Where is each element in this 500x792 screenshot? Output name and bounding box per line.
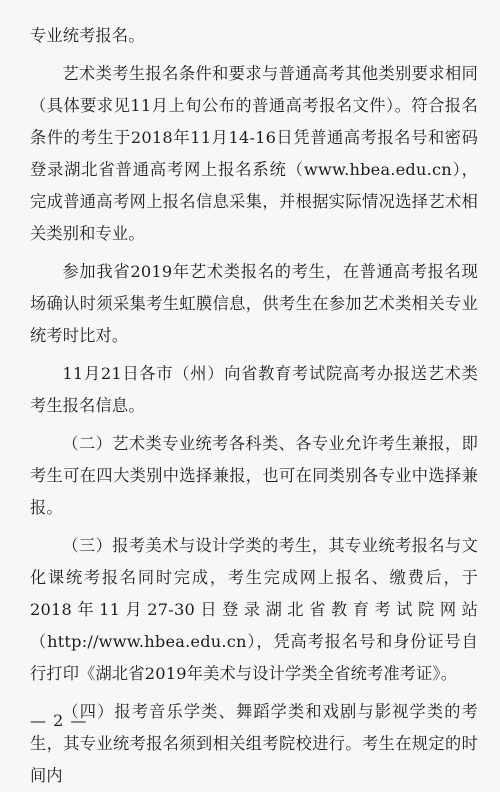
paragraph-2: 艺术类考生报名条件和要求与普通高考其他类别要求相同（具体要求见11月上旬公布的普通高考报名文件）。符合报名条件的考生于2018年11月14-16日凭普通高考报名号和密码登录湖北省普通高考网上报名系统（www.hbea.edu.cn），完成普通高考网上报名信息采集，并根据实际情况选择艺术相关类别和专业。 — [30, 64, 478, 243]
paragraph-7: （四）报考音乐学类、舞蹈学类和戏剧与影视学类的考生，其专业统考报名须到相关组考院校进行。考生在规定的时间内 — [30, 702, 478, 785]
paragraph-4: 11月21日各市（州）向省教育考试院高考办报送艺术类考生报名信息。 — [30, 364, 478, 415]
paragraph-1: 专业统考报名。 — [30, 26, 145, 45]
paragraph-6: （三）报考美术与设计学类的考生，其专业统考报名与文化课统考报名同时完成，考生完成网上报名、缴费后，于2018年11月27-30日登录湖北省教育考试院网站（http://www.hbea.edu.cn），凭高考报名号和身份证号自行打印《湖北省2019年美术与设计学类全省统考准考证》。 — [30, 536, 478, 683]
page-number: — 2 — — [30, 711, 88, 730]
paragraph-3: 参加我省2019年艺术类报名的考生，在普通高考报名现场确认时须采集考生虹膜信息，供考生在参加艺术类相关专业统考时比对。 — [30, 262, 478, 345]
paragraph-5: （二）艺术类专业统考各科类、各专业允许考生兼报，即考生可在四大类别中选择兼报，也可在同类别各专业中选择兼报。 — [30, 434, 478, 517]
